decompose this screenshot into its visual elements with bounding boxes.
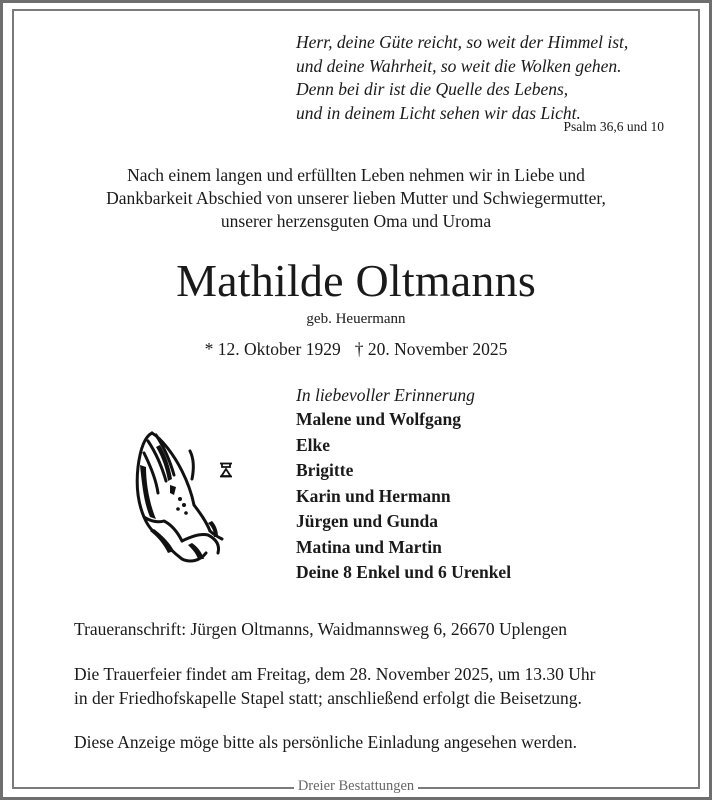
intro-line: Nach einem langen und erfüllten Leben nehmen wir in Liebe und	[127, 165, 585, 185]
mourner-name: Matina und Martin	[296, 536, 442, 557]
praying-hands-icon	[130, 425, 226, 567]
bible-verse	[296, 31, 676, 125]
verse-line: Denn bei dir ist die Quelle des Lebens,	[296, 79, 569, 99]
funeral-home-label	[0, 777, 712, 795]
funeral-home-name: Dreier Bestattungen	[294, 778, 418, 794]
life-dates	[20, 337, 692, 361]
maiden-name: geb. Heuermann	[306, 311, 406, 327]
mourner-list	[296, 407, 511, 586]
mourner-name: Karin und Hermann	[296, 485, 451, 506]
ceremony-line: Die Trauerfeier findet am Freitag, dem 28. November 2025, um 13.30 Uhr	[74, 664, 596, 684]
memory-heading: In liebevoller Erinnerung	[296, 385, 475, 405]
intro-line: Dankbarkeit Abschied von unserer lieben Mutter und Schwiegermutter,	[106, 188, 606, 208]
verse-line: und deine Wahrheit, so weit die Wolken gehen.	[296, 55, 622, 76]
verse-reference: Psalm 36,6 und 10	[563, 119, 664, 134]
birth-date: * 12. Oktober 1929	[204, 339, 341, 359]
verse-line: Herr, deine Güte reicht, so weit der Himmel ist,	[296, 32, 629, 52]
mourner-name: Malene und Wolfgang	[296, 409, 461, 429]
invitation-note: Diese Anzeige möge bitte als persönliche Einladung angesehen werden.	[74, 732, 577, 752]
mourner-name: Brigitte	[296, 460, 354, 480]
intro-text	[20, 164, 692, 233]
intro-line: unserer herzensguten Oma und Uroma	[220, 211, 492, 231]
verse-line: und in deinem Licht sehen wir das Licht.	[296, 102, 581, 123]
mourner-name: Elke	[296, 434, 331, 455]
death-date: † 20. November 2025	[354, 339, 508, 359]
mourning-address: Traueranschrift: Jürgen Oltmanns, Waidmannsweg 6, 26670 Uplengen	[74, 619, 568, 639]
mourner-name: Deine 8 Enkel und 6 Urenkel	[296, 562, 512, 582]
hourglass-icon	[219, 462, 233, 478]
deceased-name: Mathilde Oltmanns	[176, 255, 536, 306]
ceremony-line: in der Friedhofskapelle Stapel statt; anschließend erfolgt die Beisetzung.	[74, 688, 582, 708]
funeral-ceremony-info	[74, 662, 595, 710]
mourner-name: Jürgen und Gunda	[296, 511, 439, 531]
